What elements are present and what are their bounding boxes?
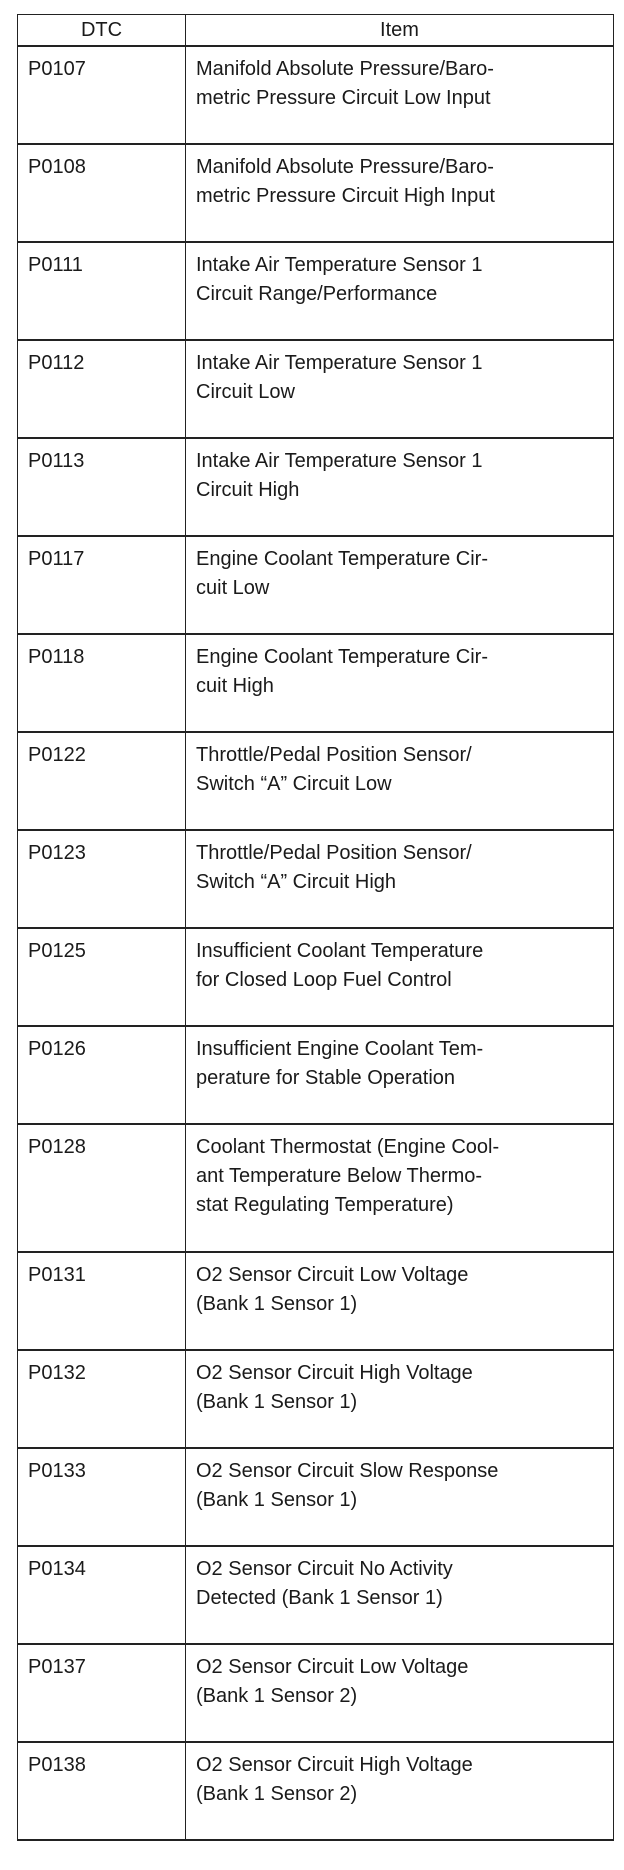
dtc-code-cell: P0125: [18, 928, 186, 1026]
dtc-item-cell: [186, 242, 614, 340]
dtc-item-cell: [186, 1026, 614, 1124]
dtc-code-cell: P0132: [18, 1350, 186, 1448]
dtc-item-cell: [186, 46, 614, 144]
table-row: [18, 732, 614, 830]
dtc-item-line: O2 Sensor Circuit High Voltage: [196, 1754, 473, 1776]
table-row: [18, 1124, 614, 1252]
table-row: [18, 1026, 614, 1124]
dtc-item-cell: [186, 830, 614, 928]
dtc-item-cell: [186, 340, 614, 438]
dtc-item-cell: [186, 1124, 614, 1252]
table-row: [18, 830, 614, 928]
dtc-code-cell: P0126: [18, 1026, 186, 1124]
dtc-item-line: Circuit Range/Performance: [196, 283, 438, 305]
dtc-item-line: (Bank 1 Sensor 1): [196, 1489, 358, 1511]
table-row: [18, 1644, 614, 1742]
dtc-item-cell: [186, 928, 614, 1026]
dtc-item-line: perature for Stable Operation: [196, 1067, 456, 1089]
dtc-item-cell: [186, 536, 614, 634]
table-row: [18, 438, 614, 536]
dtc-code-cell: P0137: [18, 1644, 186, 1742]
dtc-item-line: (Bank 1 Sensor 2): [196, 1783, 358, 1805]
table-header: [18, 15, 614, 47]
dtc-item-line: (Bank 1 Sensor 1): [196, 1391, 358, 1413]
table-row: [18, 1546, 614, 1644]
table-row: [18, 634, 614, 732]
dtc-code-cell: P0133: [18, 1448, 186, 1546]
dtc-item-line: Intake Air Temperature Sensor 1: [196, 254, 483, 276]
table-row: [18, 46, 614, 144]
dtc-item-cell: [186, 732, 614, 830]
dtc-item-line: Circuit High: [196, 479, 300, 501]
dtc-item-line: stat Regulating Temperature): [196, 1194, 454, 1216]
table-row: [18, 536, 614, 634]
table-row: [18, 928, 614, 1026]
dtc-item-line: O2 Sensor Circuit Low Voltage: [196, 1264, 469, 1286]
dtc-item-line: Intake Air Temperature Sensor 1: [196, 450, 483, 472]
dtc-code-cell: P0112: [18, 340, 186, 438]
dtc-item-line: for Closed Loop Fuel Control: [196, 969, 452, 991]
dtc-item-cell: [186, 1252, 614, 1350]
dtc-item-line: Coolant Thermostat (Engine Cool-: [196, 1136, 500, 1158]
dtc-code-cell: P0107: [18, 46, 186, 144]
table-row: [18, 1742, 614, 1840]
dtc-item-cell: [186, 438, 614, 536]
dtc-item-line: Engine Coolant Temperature Cir-: [196, 548, 489, 570]
dtc-item-line: Switch “A” Circuit Low: [196, 773, 392, 795]
dtc-table: [17, 14, 614, 1841]
dtc-item-cell: [186, 1448, 614, 1546]
dtc-item-line: Insufficient Engine Coolant Tem-: [196, 1038, 484, 1060]
dtc-item-line: metric Pressure Circuit High Input: [196, 185, 495, 207]
dtc-code-cell: P0131: [18, 1252, 186, 1350]
dtc-item-line: ant Temperature Below Thermo-: [196, 1165, 483, 1187]
dtc-code-cell: P0117: [18, 536, 186, 634]
dtc-code-cell: P0138: [18, 1742, 186, 1840]
dtc-item-line: (Bank 1 Sensor 1): [196, 1293, 358, 1315]
dtc-item-line: O2 Sensor Circuit Slow Response: [196, 1460, 499, 1482]
dtc-code-cell: P0134: [18, 1546, 186, 1644]
dtc-item-cell: [186, 1742, 614, 1840]
dtc-code-cell: P0118: [18, 634, 186, 732]
dtc-item-line: O2 Sensor Circuit Low Voltage: [196, 1656, 469, 1678]
dtc-item-line: Detected (Bank 1 Sensor 1): [196, 1587, 443, 1609]
dtc-item-cell: [186, 144, 614, 242]
table-row: [18, 242, 614, 340]
dtc-item-line: cuit High: [196, 675, 274, 697]
dtc-code-cell: P0113: [18, 438, 186, 536]
dtc-item-line: Circuit Low: [196, 381, 295, 403]
dtc-item-cell: [186, 1350, 614, 1448]
column-header-dtc: DTC: [18, 15, 186, 47]
dtc-item-line: metric Pressure Circuit Low Input: [196, 87, 491, 109]
dtc-item-cell: [186, 634, 614, 732]
dtc-item-line: Switch “A” Circuit High: [196, 871, 397, 893]
dtc-item-line: Throttle/Pedal Position Sensor/: [196, 842, 472, 864]
table-row: [18, 1252, 614, 1350]
dtc-item-line: O2 Sensor Circuit No Activity: [196, 1558, 453, 1580]
dtc-item-line: Engine Coolant Temperature Cir-: [196, 646, 489, 668]
table-row: [18, 1350, 614, 1448]
dtc-item-line: (Bank 1 Sensor 2): [196, 1685, 358, 1707]
column-header-item: Item: [186, 15, 614, 47]
dtc-item-line: Manifold Absolute Pressure/Baro-: [196, 58, 494, 80]
dtc-code-cell: P0111: [18, 242, 186, 340]
dtc-item-cell: [186, 1644, 614, 1742]
dtc-code-cell: P0122: [18, 732, 186, 830]
dtc-item-cell: [186, 1546, 614, 1644]
dtc-item-line: Throttle/Pedal Position Sensor/: [196, 744, 472, 766]
dtc-item-line: Insufficient Coolant Temperature: [196, 940, 484, 962]
table-body: [18, 46, 614, 1840]
dtc-code-cell: P0128: [18, 1124, 186, 1252]
dtc-item-line: cuit Low: [196, 577, 270, 599]
header-row: [18, 15, 614, 47]
dtc-item-line: Intake Air Temperature Sensor 1: [196, 352, 483, 374]
dtc-code-cell: P0123: [18, 830, 186, 928]
table-row: [18, 144, 614, 242]
dtc-item-line: Manifold Absolute Pressure/Baro-: [196, 156, 494, 178]
dtc-item-line: O2 Sensor Circuit High Voltage: [196, 1362, 473, 1384]
table-row: [18, 340, 614, 438]
table-row: [18, 1448, 614, 1546]
dtc-code-cell: P0108: [18, 144, 186, 242]
